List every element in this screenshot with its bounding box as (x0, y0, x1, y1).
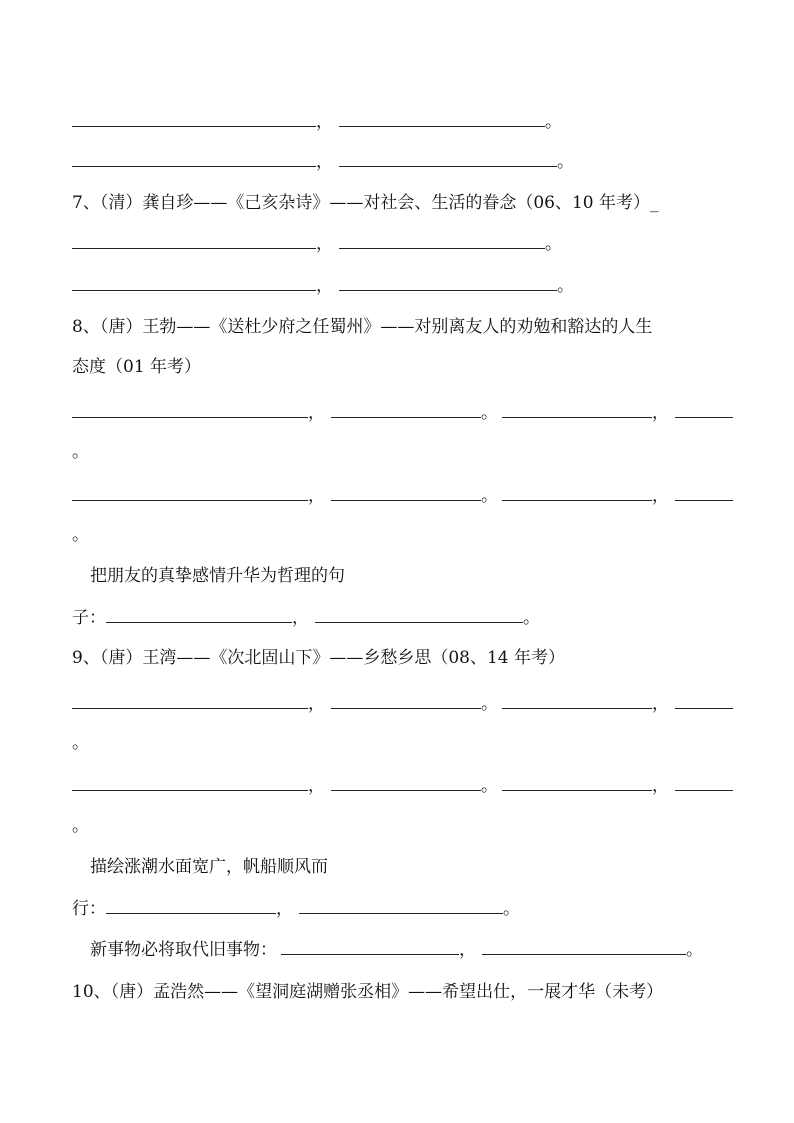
answer-blank[interactable] (331, 776, 481, 791)
question-9-text: 9、（唐）王湾——《次北固山下》——乡愁乡思（08、14 年考） (72, 648, 565, 668)
trailing-underscore: _ (649, 193, 659, 213)
answer-blank[interactable] (299, 899, 503, 914)
answer-blank[interactable] (675, 776, 733, 791)
answer-blank[interactable] (72, 776, 308, 791)
answer-blank[interactable] (675, 403, 733, 418)
question-7 (72, 193, 658, 213)
answer-blank[interactable] (502, 486, 652, 501)
answer-blank[interactable] (72, 152, 316, 167)
question-8-sub1-label: 子： (72, 608, 106, 628)
question-9 (72, 648, 565, 668)
question-7-text: 7、（清）龚自珍——《己亥杂诗》——对社会、生活的眷念（06、10 年考） (72, 193, 650, 213)
question-8-cont (72, 357, 201, 377)
question-8-sub1-text: 把朋友的真挚感情升华为哲理的句 (90, 566, 345, 586)
question-9-sub2-label: 新事物必将取代旧事物： (90, 940, 277, 960)
answer-blank[interactable] (72, 694, 308, 709)
answer-line-8b: ， 。 ， (72, 486, 733, 506)
question-8-text: 8、（唐）王勃——《送杜少府之任蜀州》——对别离友人的劝勉和豁达的人生 (72, 317, 653, 337)
answer-blank[interactable] (315, 608, 523, 623)
answer-blank[interactable] (72, 112, 316, 127)
question-10 (72, 982, 663, 1002)
answer-blank[interactable] (72, 486, 308, 501)
answer-line-9b: ， 。 ， (72, 776, 733, 796)
question-8-sub1 (90, 566, 345, 586)
answer-line-9a-end: 。 (72, 733, 89, 753)
answer-line-9a: ， 。 ， (72, 694, 733, 714)
answer-blank[interactable] (106, 608, 292, 623)
answer-line-6a: ， 。 (72, 112, 562, 132)
question-9-sub2: 新事物必将取代旧事物： ， 。 (90, 940, 703, 960)
answer-line-7a: ， 。 (72, 234, 562, 254)
answer-blank[interactable] (331, 403, 481, 418)
question-8 (72, 317, 652, 337)
answer-blank[interactable] (339, 152, 557, 167)
answer-blank[interactable] (502, 776, 652, 791)
question-10-text: 10、（唐）孟浩然——《望洞庭湖赠张丞相》——希望出仕，一展才华（未考） (72, 982, 664, 1002)
question-9-sub1-text: 描绘涨潮水面宽广，帆船顺风而 (90, 857, 328, 877)
question-8-text-cont: 态度（01 年考） (72, 357, 202, 377)
answer-line-8a-end: 。 (72, 442, 89, 462)
answer-blank[interactable] (72, 234, 316, 249)
answer-line-8b-end: 。 (72, 525, 89, 545)
answer-blank[interactable] (675, 694, 733, 709)
question-9-sub1-answer: 行： ， 。 (72, 899, 520, 919)
answer-blank[interactable] (339, 276, 557, 291)
answer-blank[interactable] (502, 403, 652, 418)
answer-line-7b: ， 。 (72, 276, 574, 296)
answer-blank[interactable] (281, 940, 459, 955)
answer-line-6b: ， 。 (72, 152, 574, 172)
question-9-sub1 (90, 857, 328, 877)
answer-blank[interactable] (339, 112, 545, 127)
question-8-sub1-answer: 子： ， 。 (72, 608, 540, 628)
answer-line-8a: ， 。 ， (72, 403, 733, 423)
answer-blank[interactable] (72, 403, 308, 418)
answer-blank[interactable] (106, 899, 276, 914)
answer-blank[interactable] (331, 694, 481, 709)
answer-blank[interactable] (331, 486, 481, 501)
answer-line-9b-end: 。 (72, 816, 89, 836)
question-9-sub1-label: 行： (72, 899, 106, 919)
answer-blank[interactable] (675, 486, 733, 501)
answer-blank[interactable] (502, 694, 652, 709)
answer-blank[interactable] (339, 234, 545, 249)
answer-blank[interactable] (482, 940, 686, 955)
answer-blank[interactable] (72, 276, 316, 291)
